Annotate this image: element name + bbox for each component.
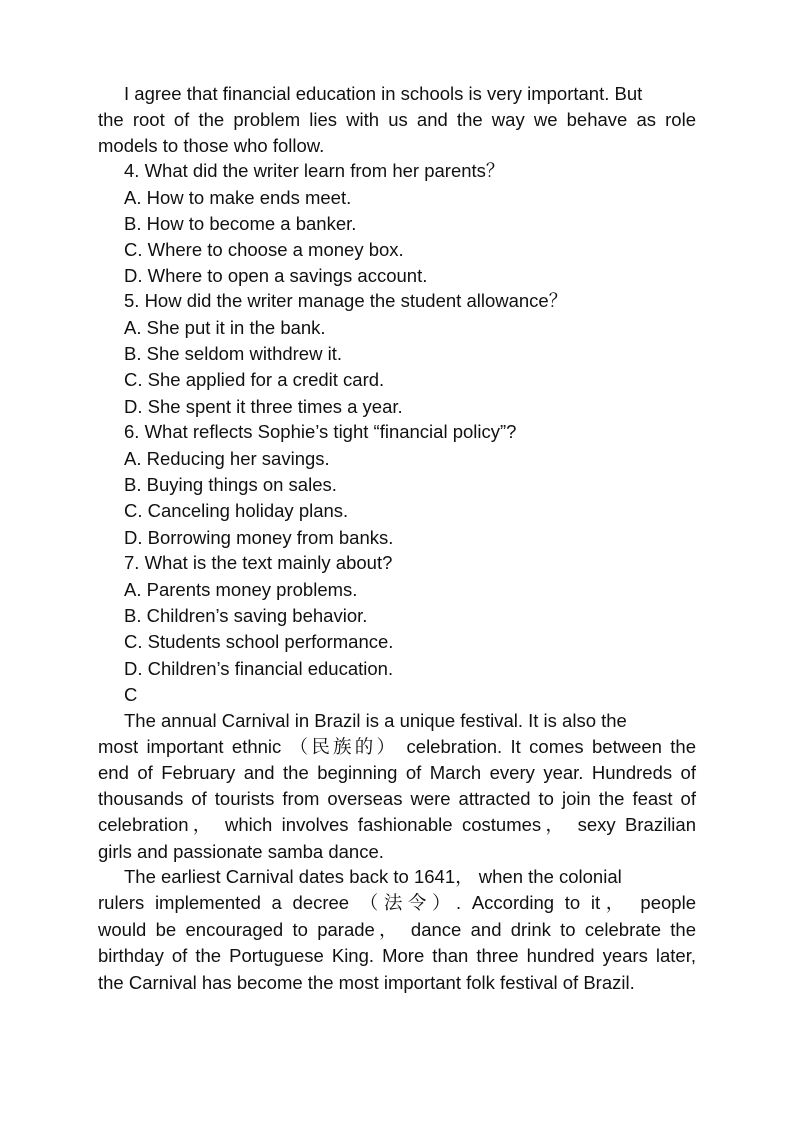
q4-option-a: A. How to make ends meet. — [124, 187, 352, 208]
para2-line: the Carnival has become the most important folk festival of Brazil. — [98, 972, 635, 993]
q5-option-d: D. She spent it three times a year. — [124, 396, 403, 417]
q7-option-c: C. Students school performance. — [124, 631, 394, 652]
intro-line: models to those who follow. — [98, 135, 325, 156]
intro-line: the root of the problem lies with us and the way we behave as role — [98, 109, 696, 130]
question-6: 6. What reflects Sophie’s tight “financial policy”? — [124, 421, 517, 442]
q7-option-a: A. Parents money problems. — [124, 579, 358, 600]
para2-line: The earliest Carnival dates back to 1641， when the colonial — [124, 866, 622, 887]
para1-line: celebration， which involves fashionable costumes， sexy Brazilian — [98, 814, 696, 835]
para1-line: girls and passionate samba dance. — [98, 841, 384, 862]
q5-option-b: B. She seldom withdrew it. — [124, 343, 342, 364]
para2-line: birthday of the Portuguese King. More than three hundred years later, — [98, 945, 696, 966]
para1-line: thousands of tourists from overseas were attracted to join the feast of — [98, 788, 696, 809]
q4-option-b: B. How to become a banker. — [124, 213, 357, 234]
q7-option-b: B. Children’s saving behavior. — [124, 605, 368, 626]
para2-line: rulers implemented a decree （法令）. According to it， people — [98, 892, 696, 913]
q6-option-d: D. Borrowing money from banks. — [124, 527, 394, 548]
para1-line: most important ethnic （民族的） celebration. It comes between the — [98, 736, 696, 757]
q4-option-d: D. Where to open a savings account. — [124, 265, 428, 286]
question-4: 4. What did the writer learn from her parents？ — [124, 160, 505, 181]
para2-line: would be encouraged to parade， dance and drink to celebrate the — [98, 919, 696, 940]
question-5: 5. How did the writer manage the student allowance？ — [124, 290, 568, 311]
q6-option-b: B. Buying things on sales. — [124, 474, 337, 495]
para1-line: The annual Carnival in Brazil is a unique festival. It is also the — [124, 710, 627, 731]
q6-option-a: A. Reducing her savings. — [124, 448, 330, 469]
q4-option-c: C. Where to choose a money box. — [124, 239, 404, 260]
q5-option-a: A. She put it in the bank. — [124, 317, 326, 338]
section-label: C — [124, 684, 138, 705]
q5-option-c: C. She applied for a credit card. — [124, 369, 385, 390]
q7-option-d: D. Children’s financial education. — [124, 658, 394, 679]
para1-line: end of February and the beginning of March every year. Hundreds of — [98, 762, 696, 783]
question-7: 7. What is the text mainly about? — [124, 552, 393, 573]
intro-line: I agree that financial education in schools is very important. But — [124, 83, 643, 104]
q6-option-c: C. Canceling holiday plans. — [124, 500, 349, 521]
